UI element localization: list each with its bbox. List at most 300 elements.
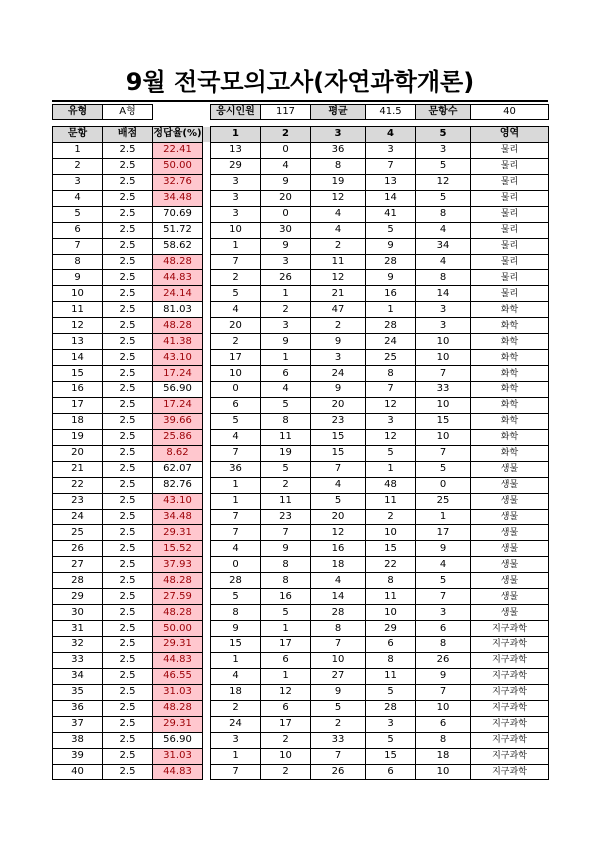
table-row bbox=[53, 318, 549, 334]
table-row bbox=[53, 637, 549, 653]
area-cell: 지구과학 bbox=[471, 621, 549, 637]
choice-2-cell: 11 bbox=[261, 429, 311, 445]
area-cell: 생물 bbox=[471, 477, 549, 493]
choice-1-cell: 7 bbox=[211, 445, 261, 461]
choice-4-cell: 1 bbox=[366, 302, 416, 318]
row-spacer bbox=[203, 493, 211, 509]
correct-rate-cell: 29.31 bbox=[153, 525, 203, 541]
question-no-cell: 3 bbox=[53, 174, 103, 190]
question-no-cell: 40 bbox=[53, 764, 103, 780]
type-label: 유형 bbox=[53, 105, 103, 120]
question-no-cell: 16 bbox=[53, 382, 103, 398]
choice-2-cell: 4 bbox=[261, 382, 311, 398]
choice-2-cell: 8 bbox=[261, 557, 311, 573]
choice-1-cell: 29 bbox=[211, 158, 261, 174]
question-no-cell: 37 bbox=[53, 716, 103, 732]
question-no-cell: 33 bbox=[53, 652, 103, 668]
correct-rate-cell: 48.28 bbox=[153, 254, 203, 270]
header-score: 배점 bbox=[103, 127, 153, 143]
correct-rate-cell: 43.10 bbox=[153, 350, 203, 366]
choice-3-cell: 7 bbox=[311, 461, 366, 477]
question-no-cell: 32 bbox=[53, 637, 103, 653]
choice-5-cell: 10 bbox=[416, 397, 471, 413]
choice-1-cell: 13 bbox=[211, 142, 261, 158]
question-no-cell: 6 bbox=[53, 222, 103, 238]
question-no-cell: 20 bbox=[53, 445, 103, 461]
choice-5-cell: 17 bbox=[416, 525, 471, 541]
question-no-cell: 21 bbox=[53, 461, 103, 477]
choice-2-cell: 2 bbox=[261, 477, 311, 493]
correct-rate-cell: 22.41 bbox=[153, 142, 203, 158]
choice-5-cell: 9 bbox=[416, 541, 471, 557]
table-row bbox=[53, 286, 549, 302]
choice-5-cell: 1 bbox=[416, 509, 471, 525]
table-row bbox=[53, 222, 549, 238]
choice-2-cell: 8 bbox=[261, 573, 311, 589]
choice-2-cell: 17 bbox=[261, 637, 311, 653]
choice-1-cell: 5 bbox=[211, 286, 261, 302]
correct-rate-cell: 48.28 bbox=[153, 700, 203, 716]
choice-4-cell: 15 bbox=[366, 541, 416, 557]
choice-3-cell: 33 bbox=[311, 732, 366, 748]
choice-3-cell: 16 bbox=[311, 541, 366, 557]
question-count-label: 문항수 bbox=[416, 105, 471, 120]
choice-1-cell: 8 bbox=[211, 605, 261, 621]
choice-3-cell: 18 bbox=[311, 557, 366, 573]
choice-5-cell: 5 bbox=[416, 190, 471, 206]
choice-3-cell: 20 bbox=[311, 397, 366, 413]
choice-5-cell: 10 bbox=[416, 764, 471, 780]
row-spacer bbox=[203, 700, 211, 716]
row-spacer bbox=[203, 573, 211, 589]
choice-2-cell: 4 bbox=[261, 158, 311, 174]
choice-3-cell: 3 bbox=[311, 350, 366, 366]
choice-4-cell: 22 bbox=[366, 557, 416, 573]
choice-5-cell: 10 bbox=[416, 700, 471, 716]
choice-4-cell: 5 bbox=[366, 684, 416, 700]
table-row bbox=[53, 350, 549, 366]
question-no-cell: 13 bbox=[53, 334, 103, 350]
table-row bbox=[53, 700, 549, 716]
choice-1-cell: 36 bbox=[211, 461, 261, 477]
question-no-cell: 1 bbox=[53, 142, 103, 158]
choice-3-cell: 20 bbox=[311, 509, 366, 525]
choice-5-cell: 3 bbox=[416, 318, 471, 334]
choice-3-cell: 12 bbox=[311, 525, 366, 541]
area-cell: 화학 bbox=[471, 382, 549, 398]
choice-5-cell: 3 bbox=[416, 302, 471, 318]
choice-1-cell: 4 bbox=[211, 302, 261, 318]
choice-4-cell: 7 bbox=[366, 382, 416, 398]
choice-4-cell: 7 bbox=[366, 158, 416, 174]
table-row bbox=[53, 668, 549, 684]
choice-4-cell: 24 bbox=[366, 334, 416, 350]
choice-2-cell: 3 bbox=[261, 254, 311, 270]
header-choice-4: 4 bbox=[366, 127, 416, 143]
choice-3-cell: 2 bbox=[311, 238, 366, 254]
choice-4-cell: 28 bbox=[366, 254, 416, 270]
row-spacer bbox=[203, 652, 211, 668]
choice-3-cell: 26 bbox=[311, 764, 366, 780]
correct-rate-cell: 56.90 bbox=[153, 382, 203, 398]
table-row bbox=[53, 254, 549, 270]
correct-rate-cell: 62.07 bbox=[153, 461, 203, 477]
score-cell: 2.5 bbox=[103, 413, 153, 429]
choice-3-cell: 8 bbox=[311, 158, 366, 174]
row-spacer bbox=[203, 445, 211, 461]
choice-5-cell: 7 bbox=[416, 445, 471, 461]
table-row bbox=[53, 190, 549, 206]
area-cell: 화학 bbox=[471, 334, 549, 350]
table-row bbox=[53, 732, 549, 748]
table-row bbox=[53, 573, 549, 589]
question-no-cell: 30 bbox=[53, 605, 103, 621]
choice-4-cell: 29 bbox=[366, 621, 416, 637]
correct-rate-cell: 51.72 bbox=[153, 222, 203, 238]
choice-3-cell: 4 bbox=[311, 206, 366, 222]
choice-5-cell: 26 bbox=[416, 652, 471, 668]
table-row bbox=[53, 158, 549, 174]
correct-rate-cell: 56.90 bbox=[153, 732, 203, 748]
correct-rate-cell: 31.03 bbox=[153, 684, 203, 700]
choice-4-cell: 12 bbox=[366, 397, 416, 413]
score-cell: 2.5 bbox=[103, 525, 153, 541]
choice-4-cell: 6 bbox=[366, 637, 416, 653]
area-cell: 생물 bbox=[471, 461, 549, 477]
choice-3-cell: 14 bbox=[311, 589, 366, 605]
question-no-cell: 35 bbox=[53, 684, 103, 700]
choice-1-cell: 7 bbox=[211, 509, 261, 525]
area-cell: 생물 bbox=[471, 493, 549, 509]
choice-2-cell: 7 bbox=[261, 525, 311, 541]
score-cell: 2.5 bbox=[103, 605, 153, 621]
choice-5-cell: 6 bbox=[416, 716, 471, 732]
area-cell: 생물 bbox=[471, 557, 549, 573]
table-row bbox=[53, 716, 549, 732]
choice-3-cell: 4 bbox=[311, 222, 366, 238]
choice-2-cell: 2 bbox=[261, 732, 311, 748]
row-spacer bbox=[203, 302, 211, 318]
score-cell: 2.5 bbox=[103, 732, 153, 748]
choice-5-cell: 10 bbox=[416, 334, 471, 350]
score-cell: 2.5 bbox=[103, 716, 153, 732]
row-spacer bbox=[203, 158, 211, 174]
question-no-cell: 2 bbox=[53, 158, 103, 174]
area-cell: 화학 bbox=[471, 445, 549, 461]
choice-3-cell: 2 bbox=[311, 716, 366, 732]
row-spacer bbox=[203, 334, 211, 350]
choice-2-cell: 1 bbox=[261, 350, 311, 366]
correct-rate-cell: 29.31 bbox=[153, 637, 203, 653]
choice-4-cell: 1 bbox=[366, 461, 416, 477]
row-spacer bbox=[203, 764, 211, 780]
choice-4-cell: 28 bbox=[366, 318, 416, 334]
choice-1-cell: 3 bbox=[211, 190, 261, 206]
choice-5-cell: 4 bbox=[416, 222, 471, 238]
header-spacer bbox=[203, 127, 211, 143]
score-cell: 2.5 bbox=[103, 461, 153, 477]
score-cell: 2.5 bbox=[103, 397, 153, 413]
table-row bbox=[53, 366, 549, 382]
choice-4-cell: 9 bbox=[366, 238, 416, 254]
score-cell: 2.5 bbox=[103, 573, 153, 589]
question-count-value: 40 bbox=[471, 105, 549, 120]
choice-5-cell: 7 bbox=[416, 684, 471, 700]
table-row bbox=[53, 429, 549, 445]
choice-2-cell: 9 bbox=[261, 541, 311, 557]
area-cell: 지구과학 bbox=[471, 700, 549, 716]
page-title: 9월 전국모의고사(자연과학개론) bbox=[125, 68, 475, 96]
choice-3-cell: 7 bbox=[311, 748, 366, 764]
area-cell: 화학 bbox=[471, 302, 549, 318]
row-spacer bbox=[203, 350, 211, 366]
choice-4-cell: 10 bbox=[366, 605, 416, 621]
correct-rate-cell: 50.00 bbox=[153, 621, 203, 637]
choice-2-cell: 6 bbox=[261, 700, 311, 716]
area-cell: 생물 bbox=[471, 605, 549, 621]
question-no-cell: 17 bbox=[53, 397, 103, 413]
area-cell: 생물 bbox=[471, 509, 549, 525]
score-cell: 2.5 bbox=[103, 270, 153, 286]
choice-3-cell: 10 bbox=[311, 652, 366, 668]
score-cell: 2.5 bbox=[103, 637, 153, 653]
row-spacer bbox=[203, 748, 211, 764]
area-cell: 물리 bbox=[471, 174, 549, 190]
choice-2-cell: 5 bbox=[261, 397, 311, 413]
choice-1-cell: 18 bbox=[211, 684, 261, 700]
choice-5-cell: 15 bbox=[416, 413, 471, 429]
score-cell: 2.5 bbox=[103, 493, 153, 509]
choice-5-cell: 5 bbox=[416, 573, 471, 589]
table-row bbox=[53, 477, 549, 493]
correct-rate-cell: 46.55 bbox=[153, 668, 203, 684]
results-table bbox=[52, 126, 549, 780]
choice-1-cell: 0 bbox=[211, 382, 261, 398]
choice-3-cell: 27 bbox=[311, 668, 366, 684]
table-row bbox=[53, 652, 549, 668]
area-cell: 물리 bbox=[471, 142, 549, 158]
choice-4-cell: 10 bbox=[366, 525, 416, 541]
table-row bbox=[53, 605, 549, 621]
type-value: A형 bbox=[103, 105, 153, 120]
table-row bbox=[53, 445, 549, 461]
choice-2-cell: 23 bbox=[261, 509, 311, 525]
header-choice-1: 1 bbox=[211, 127, 261, 143]
correct-rate-cell: 44.83 bbox=[153, 652, 203, 668]
choice-4-cell: 3 bbox=[366, 413, 416, 429]
table-row bbox=[53, 382, 549, 398]
question-no-cell: 11 bbox=[53, 302, 103, 318]
choice-2-cell: 5 bbox=[261, 461, 311, 477]
correct-rate-cell: 41.38 bbox=[153, 334, 203, 350]
row-spacer bbox=[203, 461, 211, 477]
choice-1-cell: 1 bbox=[211, 748, 261, 764]
choice-4-cell: 12 bbox=[366, 429, 416, 445]
table-row bbox=[53, 509, 549, 525]
question-no-cell: 4 bbox=[53, 190, 103, 206]
correct-rate-cell: 70.69 bbox=[153, 206, 203, 222]
choice-2-cell: 1 bbox=[261, 621, 311, 637]
choice-5-cell: 5 bbox=[416, 158, 471, 174]
question-no-cell: 39 bbox=[53, 748, 103, 764]
area-cell: 생물 bbox=[471, 541, 549, 557]
correct-rate-cell: 39.66 bbox=[153, 413, 203, 429]
correct-rate-cell: 17.24 bbox=[153, 366, 203, 382]
area-cell: 화학 bbox=[471, 413, 549, 429]
info-spacer bbox=[203, 105, 211, 120]
choice-1-cell: 7 bbox=[211, 254, 261, 270]
choice-2-cell: 16 bbox=[261, 589, 311, 605]
correct-rate-cell: 15.52 bbox=[153, 541, 203, 557]
score-cell: 2.5 bbox=[103, 302, 153, 318]
average-label: 평균 bbox=[311, 105, 366, 120]
correct-rate-cell: 43.10 bbox=[153, 493, 203, 509]
choice-4-cell: 9 bbox=[366, 270, 416, 286]
question-no-cell: 22 bbox=[53, 477, 103, 493]
table-row bbox=[53, 748, 549, 764]
row-spacer bbox=[203, 238, 211, 254]
row-spacer bbox=[203, 589, 211, 605]
area-cell: 화학 bbox=[471, 350, 549, 366]
choice-3-cell: 23 bbox=[311, 413, 366, 429]
row-spacer bbox=[203, 254, 211, 270]
row-spacer bbox=[203, 142, 211, 158]
choice-3-cell: 9 bbox=[311, 334, 366, 350]
choice-5-cell: 0 bbox=[416, 477, 471, 493]
correct-rate-cell: 8.62 bbox=[153, 445, 203, 461]
choice-4-cell: 8 bbox=[366, 573, 416, 589]
choice-4-cell: 15 bbox=[366, 748, 416, 764]
score-cell: 2.5 bbox=[103, 700, 153, 716]
choice-3-cell: 24 bbox=[311, 366, 366, 382]
row-spacer bbox=[203, 270, 211, 286]
average-value: 41.5 bbox=[366, 105, 416, 120]
table-row bbox=[53, 461, 549, 477]
header-choice-5: 5 bbox=[416, 127, 471, 143]
choice-1-cell: 7 bbox=[211, 764, 261, 780]
question-no-cell: 10 bbox=[53, 286, 103, 302]
header-question-no: 문항 bbox=[53, 127, 103, 143]
row-spacer bbox=[203, 222, 211, 238]
choice-2-cell: 6 bbox=[261, 366, 311, 382]
question-no-cell: 28 bbox=[53, 573, 103, 589]
choice-1-cell: 4 bbox=[211, 668, 261, 684]
choice-3-cell: 36 bbox=[311, 142, 366, 158]
choice-2-cell: 19 bbox=[261, 445, 311, 461]
choice-1-cell: 0 bbox=[211, 557, 261, 573]
question-no-cell: 14 bbox=[53, 350, 103, 366]
area-cell: 물리 bbox=[471, 206, 549, 222]
choice-5-cell: 8 bbox=[416, 732, 471, 748]
score-cell: 2.5 bbox=[103, 382, 153, 398]
choice-3-cell: 11 bbox=[311, 254, 366, 270]
choice-4-cell: 13 bbox=[366, 174, 416, 190]
table-row bbox=[53, 397, 549, 413]
area-cell: 생물 bbox=[471, 589, 549, 605]
choice-1-cell: 4 bbox=[211, 541, 261, 557]
correct-rate-cell: 32.76 bbox=[153, 174, 203, 190]
area-cell: 화학 bbox=[471, 366, 549, 382]
area-cell: 지구과학 bbox=[471, 668, 549, 684]
question-no-cell: 9 bbox=[53, 270, 103, 286]
choice-3-cell: 47 bbox=[311, 302, 366, 318]
choice-5-cell: 7 bbox=[416, 366, 471, 382]
row-spacer bbox=[203, 668, 211, 684]
score-cell: 2.5 bbox=[103, 286, 153, 302]
choice-4-cell: 5 bbox=[366, 222, 416, 238]
choice-1-cell: 24 bbox=[211, 716, 261, 732]
exam-info-table bbox=[52, 104, 549, 120]
row-spacer bbox=[203, 684, 211, 700]
correct-rate-cell: 37.93 bbox=[153, 557, 203, 573]
row-spacer bbox=[203, 605, 211, 621]
choice-5-cell: 6 bbox=[416, 621, 471, 637]
score-cell: 2.5 bbox=[103, 254, 153, 270]
correct-rate-cell: 27.59 bbox=[153, 589, 203, 605]
question-no-cell: 19 bbox=[53, 429, 103, 445]
question-no-cell: 36 bbox=[53, 700, 103, 716]
choice-4-cell: 5 bbox=[366, 732, 416, 748]
info-spacer bbox=[153, 105, 203, 120]
row-spacer bbox=[203, 525, 211, 541]
choice-3-cell: 5 bbox=[311, 493, 366, 509]
choice-3-cell: 9 bbox=[311, 382, 366, 398]
row-spacer bbox=[203, 621, 211, 637]
correct-rate-cell: 24.14 bbox=[153, 286, 203, 302]
choice-2-cell: 5 bbox=[261, 605, 311, 621]
choice-5-cell: 7 bbox=[416, 589, 471, 605]
area-cell: 지구과학 bbox=[471, 716, 549, 732]
choice-4-cell: 3 bbox=[366, 142, 416, 158]
area-cell: 물리 bbox=[471, 238, 549, 254]
choice-1-cell: 10 bbox=[211, 366, 261, 382]
question-no-cell: 25 bbox=[53, 525, 103, 541]
score-cell: 2.5 bbox=[103, 509, 153, 525]
correct-rate-cell: 44.83 bbox=[153, 270, 203, 286]
row-spacer bbox=[203, 716, 211, 732]
choice-5-cell: 8 bbox=[416, 270, 471, 286]
choice-1-cell: 3 bbox=[211, 206, 261, 222]
choice-2-cell: 17 bbox=[261, 716, 311, 732]
row-spacer bbox=[203, 382, 211, 398]
choice-3-cell: 12 bbox=[311, 190, 366, 206]
table-row bbox=[53, 557, 549, 573]
choice-5-cell: 14 bbox=[416, 286, 471, 302]
choice-3-cell: 12 bbox=[311, 270, 366, 286]
question-no-cell: 26 bbox=[53, 541, 103, 557]
choice-1-cell: 5 bbox=[211, 589, 261, 605]
choice-2-cell: 2 bbox=[261, 302, 311, 318]
choice-1-cell: 1 bbox=[211, 493, 261, 509]
correct-rate-cell: 50.00 bbox=[153, 158, 203, 174]
score-cell: 2.5 bbox=[103, 142, 153, 158]
choice-2-cell: 1 bbox=[261, 668, 311, 684]
choice-2-cell: 2 bbox=[261, 764, 311, 780]
choice-4-cell: 11 bbox=[366, 589, 416, 605]
choice-5-cell: 9 bbox=[416, 668, 471, 684]
row-spacer bbox=[203, 190, 211, 206]
row-spacer bbox=[203, 318, 211, 334]
choice-5-cell: 10 bbox=[416, 350, 471, 366]
choice-1-cell: 2 bbox=[211, 700, 261, 716]
choice-5-cell: 12 bbox=[416, 174, 471, 190]
correct-rate-cell: 81.03 bbox=[153, 302, 203, 318]
question-no-cell: 23 bbox=[53, 493, 103, 509]
score-cell: 2.5 bbox=[103, 190, 153, 206]
choice-1-cell: 1 bbox=[211, 477, 261, 493]
question-no-cell: 31 bbox=[53, 621, 103, 637]
correct-rate-cell: 25.86 bbox=[153, 429, 203, 445]
